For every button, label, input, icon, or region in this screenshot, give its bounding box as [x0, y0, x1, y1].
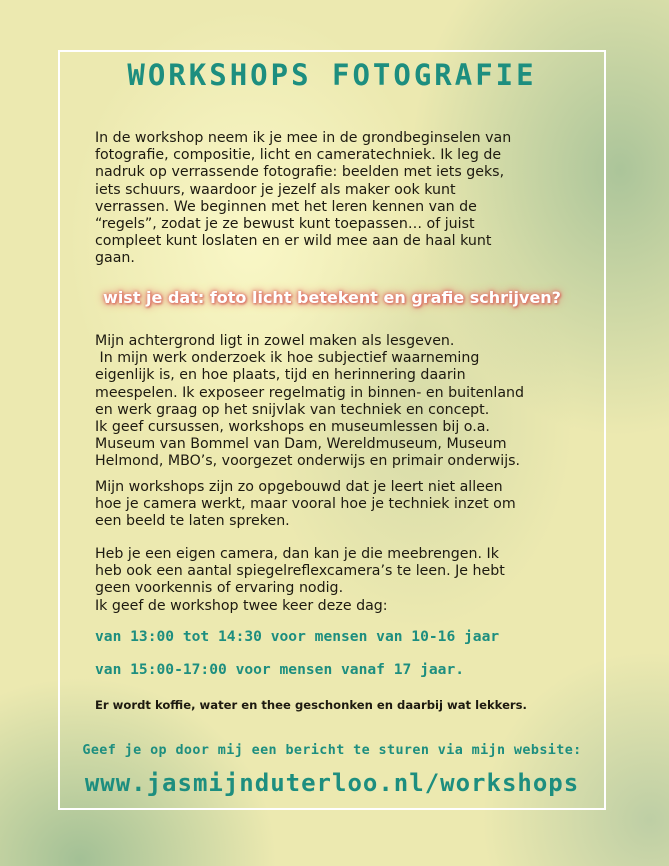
practical-paragraph — [95, 546, 595, 615]
refreshments-note: Er wordt koffie, water en thee geschonken en daarbij wat lekkers. — [95, 698, 527, 712]
text-line: geen voorkennis of ervaring nodig. — [95, 580, 344, 597]
text-line: hoe je camera werkt, maar vooral hoe je techniek inzet om — [95, 496, 516, 513]
text-line: fotografie, compositie, licht en cameratechniek. Ik leg de — [95, 147, 502, 164]
website-link[interactable]: www.jasmijnduterloo.nl/workshops — [84, 769, 580, 797]
session-time-2: van 15:00-17:00 voor mensen vanaf 17 jaar. — [95, 661, 465, 678]
text-line: “regels”, zodat je ze bewust kunt toepassen… of juist — [95, 216, 475, 233]
signup-instruction: Geef je op door mij een bericht te sturen via mijn website: — [82, 743, 582, 758]
text-line: Heb je een eigen camera, dan kan je die meebrengen. Ik — [95, 546, 499, 562]
text-line: meespelen. Ik exposeer regelmatig in binnen- en buitenland — [95, 384, 525, 401]
text-line: Helmond, MBO’s, voorgezet onderwijs en primair onderwijs. — [95, 453, 521, 470]
text-line: Mijn achtergrond ligt in zowel maken als lesgeven. — [95, 333, 455, 349]
text-line: Ik geef de workshop twee keer deze dag: — [95, 597, 388, 614]
session-time-1: van 13:00 tot 14:30 voor mensen van 10-16 jaar — [95, 628, 500, 645]
text-line: heb ook een aantal spiegelreflexcamera’s te leen. Je hebt — [95, 563, 505, 580]
text-line: gaan. — [95, 250, 135, 267]
intro-paragraph — [95, 130, 595, 268]
fun-fact-highlight: wist je dat: foto licht betekent en grafie schrijven? — [103, 288, 561, 307]
text-line: nadruk op verrassende fotografie: beelden met iets geks, — [95, 164, 505, 181]
text-line: verrassen. We beginnen met het leren kennen van de — [95, 198, 477, 215]
approach-paragraph — [95, 479, 595, 531]
poster-title: WORKSHOPS FOTOGRAFIE — [127, 58, 537, 92]
text-line: en werk graag op het snijvlak van techniek en concept. — [95, 401, 490, 418]
text-line: een beeld te laten spreken. — [95, 513, 290, 530]
text-line: iets schuurs, waardoor je jezelf als maker ook kunt — [95, 181, 456, 198]
text-line: eigenlijk is, en hoe plaats, tijd en herinnering daarin — [95, 367, 466, 384]
text-line: Museum van Bommel van Dam, Wereldmuseum, Museum — [95, 436, 507, 453]
background-paragraph — [95, 333, 595, 471]
text-line: In de workshop neem ik je mee in de grondbeginselen van — [95, 130, 512, 146]
text-line: Mijn workshops zijn zo opgebouwd dat je leert niet alleen — [95, 479, 503, 495]
text-line: Ik geef cursussen, workshops en museumlessen bij o.a. — [95, 419, 490, 436]
text-line: In mijn werk onderzoek ik hoe subjectief waarneming — [95, 350, 480, 367]
text-line: compleet kunt loslaten en er wild mee aan de haal kunt — [95, 233, 492, 250]
